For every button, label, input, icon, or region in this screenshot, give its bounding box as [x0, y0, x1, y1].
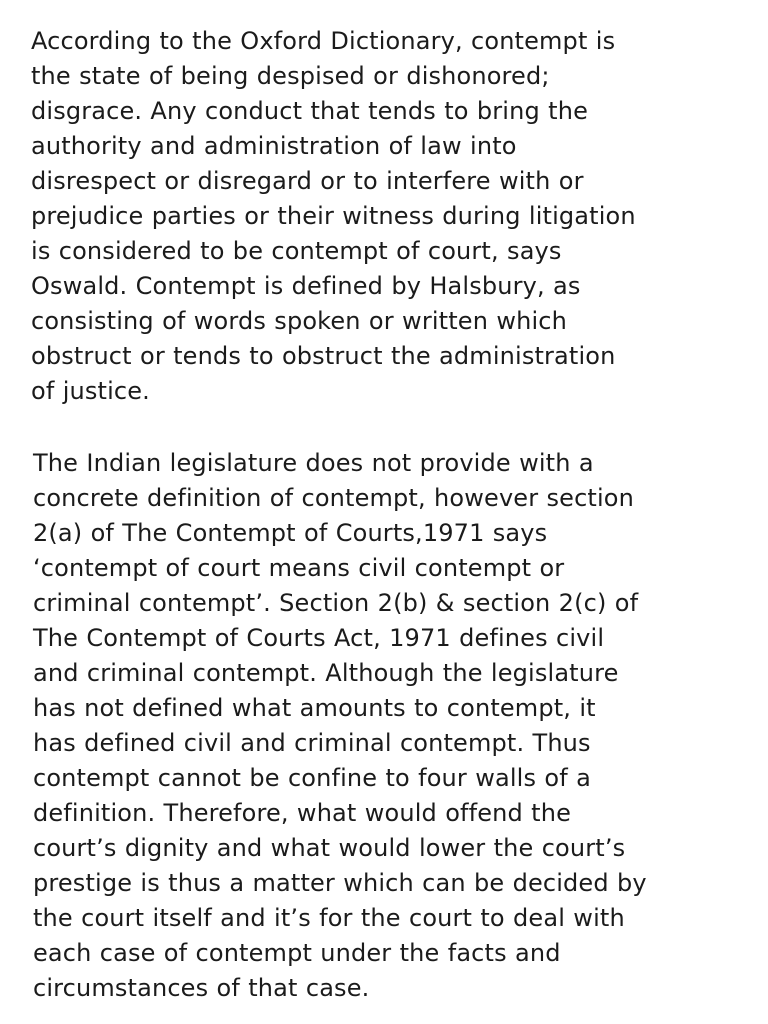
text-line: circumstances of that case. — [33, 974, 370, 1002]
text-line: contempt cannot be confine to four walls of a — [33, 764, 591, 792]
text-line: criminal contempt’. Section 2(b) & section 2(c) of — [33, 589, 639, 617]
text-line: each case of contempt under the facts and — [33, 939, 561, 967]
text-line: disgrace. Any conduct that tends to bring the — [31, 97, 588, 125]
text-line: ‘contempt of court means civil contempt or — [33, 554, 565, 582]
text-line: 2(a) of The Contempt of Courts,1971 says — [33, 519, 548, 547]
text-line: The Contempt of Courts Act, 1971 defines civil — [33, 624, 605, 652]
text-line: has not defined what amounts to contempt, it — [33, 694, 596, 722]
text-line: the state of being despised or dishonored; — [31, 62, 550, 90]
text-line: obstruct or tends to obstruct the administration — [31, 342, 616, 370]
text-line: definition. Therefore, what would offend the — [33, 799, 572, 827]
text-line: According to the Oxford Dictionary, contempt is — [31, 27, 616, 55]
text-line: and criminal contempt. Although the legislature — [33, 659, 619, 687]
text-line: court’s dignity and what would lower the court’s — [33, 834, 626, 862]
paragraph-indian-legislature — [33, 446, 647, 1006]
text-line: is considered to be contempt of court, says — [31, 237, 562, 265]
text-line: has defined civil and criminal contempt. Thus — [33, 729, 591, 757]
text-line: disrespect or disregard or to interfere with or — [31, 167, 584, 195]
text-line: of justice. — [31, 377, 150, 405]
text-line: prestige is thus a matter which can be decided by — [33, 869, 647, 897]
text-line: consisting of words spoken or written which — [31, 307, 568, 335]
paragraph-oxford-definition — [31, 24, 636, 409]
text-line: The Indian legislature does not provide with a — [33, 449, 594, 477]
text-line: Oswald. Contempt is defined by Halsbury, as — [31, 272, 581, 300]
text-line: the court itself and it’s for the court to deal with — [33, 904, 625, 932]
text-line: concrete definition of contempt, however section — [33, 484, 634, 512]
text-line: authority and administration of law into — [31, 132, 517, 160]
text-line: prejudice parties or their witness during litigation — [31, 202, 636, 230]
